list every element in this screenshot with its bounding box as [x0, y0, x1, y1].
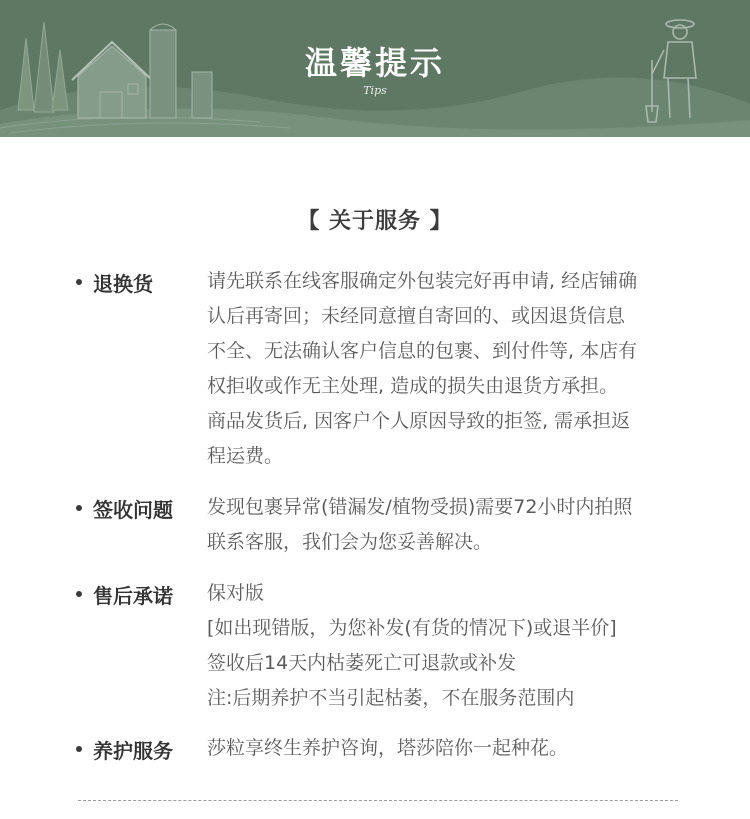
description-line: 注:后期养护不当引起枯萎，不在服务范围内 — [207, 687, 575, 709]
bullet-icon — [76, 279, 82, 285]
section-title: 【 关于服务 】 — [297, 209, 453, 234]
item-description — [207, 731, 712, 766]
item-description — [207, 576, 712, 716]
description-line: 商品发货后, 因客户个人原因导致的拒签, 需承担返 — [207, 410, 631, 432]
item-label: 养护服务 — [93, 739, 173, 763]
description-line: 签收后14天内枯萎死亡可退款或补发 — [207, 652, 517, 674]
banner-subtitle: Tips — [363, 84, 387, 97]
description-line: 程运费。 — [207, 445, 284, 467]
description-line: 请先联系在线客服确定外包装完好再申请, 经店铺确 — [207, 270, 638, 292]
dashed-divider — [78, 800, 678, 801]
description-line: 联系客服，我们会为您妥善解决。 — [207, 531, 493, 553]
description-line: [如出现错版，为您补发(有货的情况下)或退半价] — [207, 617, 617, 639]
bullet-icon — [76, 746, 82, 752]
item-label: 退换货 — [93, 272, 153, 296]
item-label: 售后承诺 — [93, 584, 173, 608]
description-line: 保对版 — [207, 582, 265, 604]
description-line: 莎粒享终生养护咨询，塔莎陪你一起种花。 — [207, 737, 569, 759]
bullet-icon — [76, 591, 82, 597]
banner-title: 温馨提示 — [304, 44, 445, 82]
item-label: 签收问题 — [93, 498, 173, 522]
item-description — [207, 490, 712, 560]
description-line: 不全、无法确认客户信息的包裹、到付件等, 本店有 — [207, 340, 638, 362]
description-line: 发现包裹异常(错漏发/植物受损)需要72小时内拍照 — [207, 496, 633, 518]
header-banner — [0, 0, 750, 137]
description-line: 权拒收或作无主处理, 造成的损失由退货方承担。 — [207, 375, 619, 397]
description-line: 认后再寄回；未经同意擅自寄回的、或因退货信息 — [207, 305, 626, 327]
bullet-icon — [76, 505, 82, 511]
item-description — [207, 264, 712, 474]
